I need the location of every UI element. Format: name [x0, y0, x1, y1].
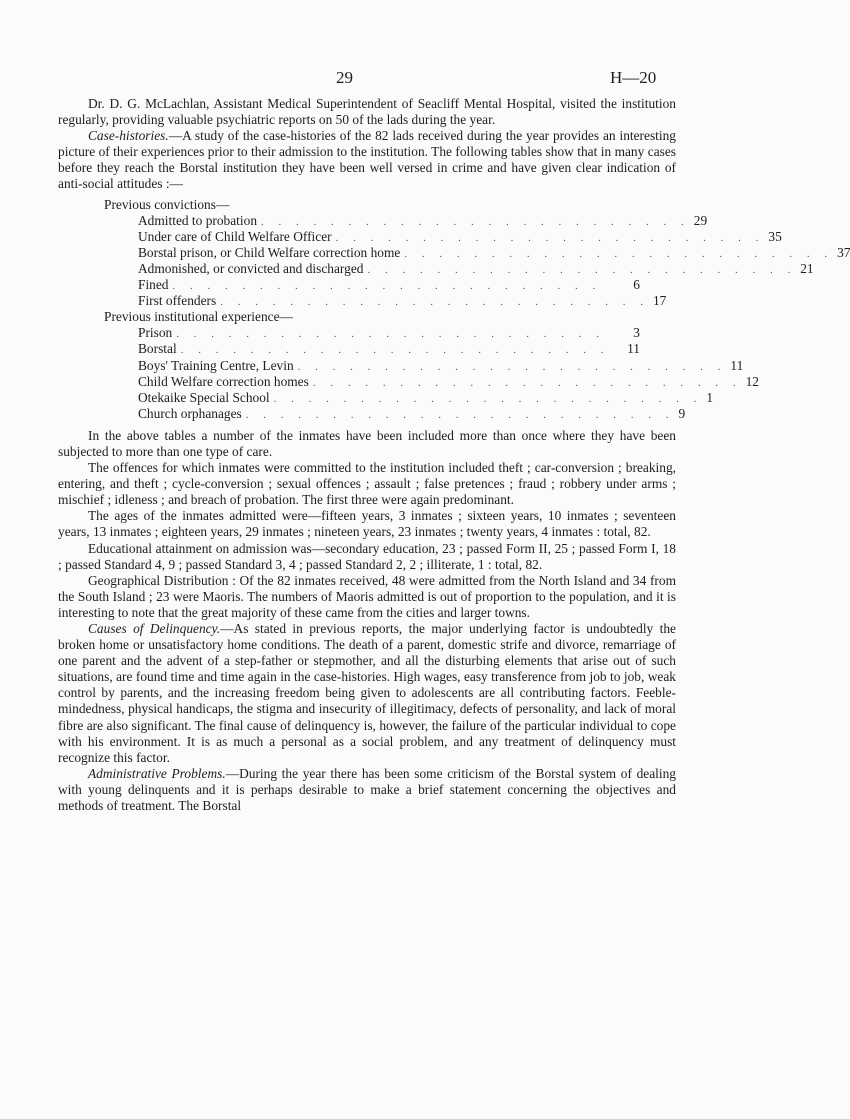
table-row: First offenders . . . . . . . . . . . . . . . . . . . . . . . . . 17 — [138, 293, 667, 309]
offences-paragraph: The offences for which inmates were committed to the institution included theft ; car-conversion ; breaking, entering, and theft ; cycle-conversion ; sexual offences ; assault ; false pretences ; fraud ; robbery under arms ; mischief ; idleness ; and breach of probation. The first three were again predominant. — [58, 460, 676, 508]
document-reference: H—20 — [610, 68, 657, 87]
table-row: Borstal . . . . . . . . . . . . . . . . . . . . . . . . . 11 — [138, 341, 640, 357]
row-value: 37 — [837, 244, 850, 260]
page-header — [0, 68, 700, 90]
row-value: 17 — [652, 293, 667, 309]
row-label: Boys' Training Centre, Levin — [138, 357, 294, 373]
row-label: Under care of Child Welfare Officer — [138, 228, 332, 244]
previous-convictions-heading: Previous convictions— — [104, 196, 230, 212]
row-label: Church orphanages — [138, 405, 242, 421]
table-row: Admonished, or convicted and discharged . . . . . . . . . . . . . . . . . . . . . . . . . 21 — [138, 260, 814, 276]
row-value: 21 — [800, 260, 814, 276]
row-value: 9 — [678, 405, 686, 421]
table-row: Boys' Training Centre, Levin . . . . . . . . . . . . . . . . . . . . . . . . . 11 — [138, 357, 744, 373]
table-row: Admitted to probation . . . . . . . . . . . . . . . . . . . . . . . . . 29 — [138, 212, 708, 228]
geography-paragraph: Geographical Distribution : Of the 82 inmates received, 48 were admitted from the North Island and 34 from the South Island ; 23 were Maoris. The numbers of Maoris admitted is out of proportion to the population, and it is interesting to note that the great majority of these came from the cities and larger towns. — [58, 572, 676, 620]
page-number: 29 — [336, 68, 353, 87]
previous-convictions-table — [58, 196, 850, 422]
causes-paragraph — [58, 621, 676, 766]
causes-text: —As stated in previous reports, the major underlying factor is undoubtedly the broken home or unsatisfactory home conditions. The death of a parent, domestic strife and divorce, remarriage of one parent and the advent of a step-father or stepmother, and all the disturbing elements that arise out of such situations, are found time and time again in the case-histories. High wages, easy transference from job to job, weak control by parents, and the increasing freedom being given to adolescents are all contributing factors. Feeble-mindedness, physical handicaps, the stigma and insecurity of illegitimacy, defects of personality, and lack of moral fibre are also significant. The final cause of delinquency is, however, the failure of the particular individual to cope with his environment. It is as much a personal as a social problem, and any treatment of delinquency must recognize this factor. — [58, 621, 676, 765]
row-label: Borstal — [138, 341, 177, 357]
row-label: Child Welfare correction homes — [138, 373, 309, 389]
case-histories-paragraph — [58, 128, 676, 192]
table-row: Under care of Child Welfare Officer . . . . . . . . . . . . . . . . . . . . . . . . . 35 — [138, 228, 782, 244]
row-label: Admonished, or convicted and discharged — [138, 260, 364, 276]
row-value: 12 — [745, 373, 759, 389]
tables-note-paragraph: In the above tables a number of the inmates have been included more than once where they have been subjected to more than one type of care. — [58, 427, 676, 459]
intro-paragraph: Dr. D. G. McLachlan, Assistant Medical Superintendent of Seacliff Mental Hospital, visited the institution regularly, providing valuable psychiatric reports on 50 of the lads during the year. — [58, 96, 676, 128]
row-label: Admitted to probation — [138, 212, 258, 228]
table-row: Church orphanages . . . . . . . . . . . . . . . . . . . . . . . . . 9 — [138, 405, 686, 421]
admin-heading: Administrative Problems. — [88, 765, 226, 781]
row-label: Prison — [138, 325, 173, 341]
row-value: 11 — [730, 357, 744, 373]
case-histories-heading: Case-histories. — [88, 128, 169, 144]
row-value: 6 — [633, 277, 640, 293]
admin-text: —During the year there has been some criticism of the Borstal system of dealing with young delinquents and it is perhaps desirable to make a brief statement concerning the objectives and methods of treatment. The Borstal — [58, 765, 676, 814]
table-row: Child Welfare correction homes . . . . . . . . . . . . . . . . . . . . . . . . . 12 — [138, 373, 759, 389]
ages-paragraph: The ages of the inmates admitted were—fifteen years, 3 inmates ; sixteen years, 10 inmates ; seventeen years, 13 inmates ; eighteen years, 29 inmates ; nineteen years, 23 inmates ; twenty years, 4 inmates : total, 82. — [58, 508, 676, 540]
education-paragraph: Educational attainment on admission was—secondary education, 23 ; passed Form II, 25 ; passed Form I, 18 ; passed Standard 4, 9 ; passed Standard 3, 4 ; passed Standard 2, 2 ; illiterate, 1 : total, 82. — [58, 540, 676, 572]
previous-institutional-heading: Previous institutional experience— — [104, 309, 293, 325]
row-value: 11 — [627, 341, 640, 357]
table-row: Fined . . . . . . . . . . . . . . . . . . . . . . . . . 6 — [138, 277, 640, 293]
causes-heading: Causes of Delinquency. — [88, 621, 221, 636]
row-label: Otekaike Special School — [138, 389, 270, 405]
admin-paragraph — [58, 766, 676, 814]
table-row: Otekaike Special School . . . . . . . . . . . . . . . . . . . . . . . . . 1 — [138, 389, 714, 405]
row-value: 1 — [706, 389, 714, 405]
row-label: Fined — [138, 277, 169, 293]
table-row: Borstal prison, or Child Welfare correction home . . . . . . . . . . . . . . . . . . . . . . . . . 37 — [138, 244, 850, 260]
row-value: 3 — [633, 325, 640, 341]
row-label: Borstal prison, or Child Welfare correction home — [138, 244, 401, 260]
table-row: Prison . . . . . . . . . . . . . . . . . . . . . . . . . 3 — [138, 325, 640, 341]
case-histories-text: —A study of the case-histories of the 82 lads received during the year provides an interesting picture of their experiences prior to their admission to the institution. The following tables show that in many cases before they reach the Borstal institution they have been well versed in crime and have given clear indication of anti-social attitudes :— — [58, 128, 676, 192]
row-label: First offenders — [138, 293, 217, 309]
row-value: 29 — [693, 212, 708, 228]
body-text — [58, 96, 850, 814]
row-value: 35 — [768, 228, 782, 244]
